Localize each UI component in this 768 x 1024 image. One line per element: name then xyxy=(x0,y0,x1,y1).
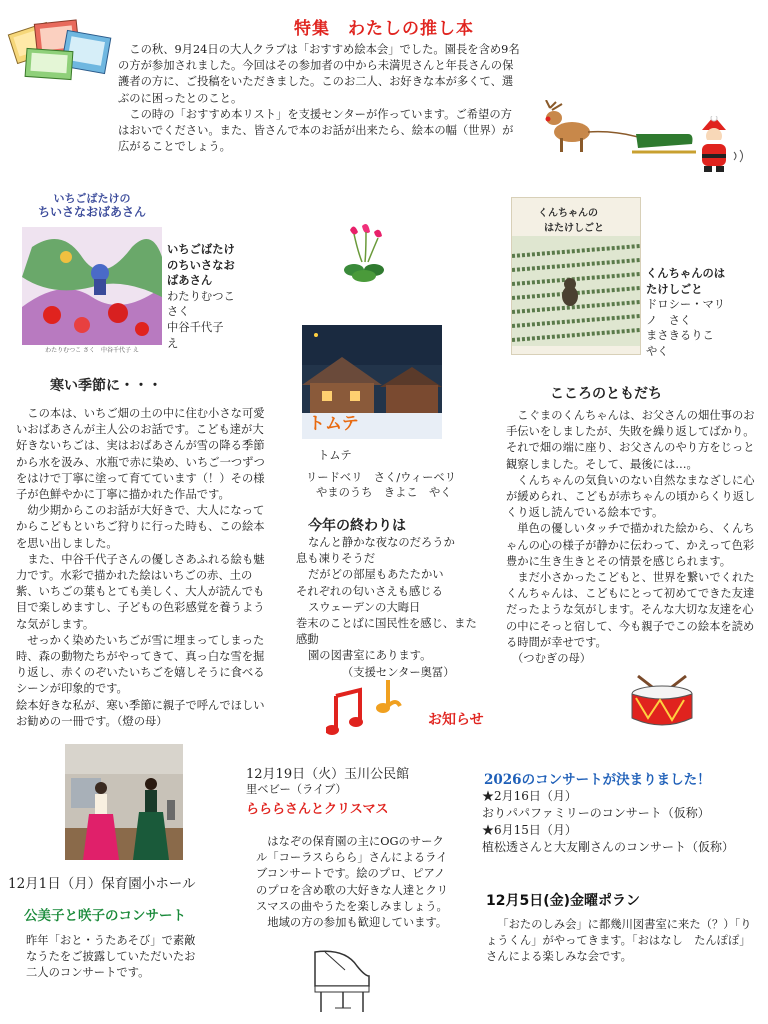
piano-icon xyxy=(305,946,375,1016)
book2-title: トムテ xyxy=(318,449,352,462)
concert2026-item-desc: おりパパファミリーのコンサート（仮称） xyxy=(482,806,710,820)
concert2-title: らららさんとクリスマス xyxy=(246,802,389,817)
poem-line: 息も凍りそうだ xyxy=(296,552,376,566)
book2-translator: やまのうち きよこ やく xyxy=(316,486,452,500)
book1-review-paragraph: また、中谷千代子さんの優しさあふれる絵も魅力です。水彩で描かれた絵はいちごの赤、土の紫、いちごの葉もとても美しく、大人が読んでも目で楽しめますし、子どもの色彩感覚を養うような気がします。 xyxy=(16,552,265,631)
concert1-title: 公美子と咲子のコンサート xyxy=(24,908,186,924)
concert2026-item-date: ★2月16日（月） xyxy=(482,789,577,803)
intro-text xyxy=(118,42,521,155)
concert2-body-paragraph: はなぞの保育園の主にOGのサークル「コーラスららら」さんによるライブコンサートです。絵のプロ、ピアノのプロを含め歌の大好きな人達とクリスマスの曲やうたを楽しみましょう。 xyxy=(256,835,449,913)
book1-author: わたりむつこ さく xyxy=(167,289,247,319)
book1-illustrator: 中谷千代子 え xyxy=(167,320,235,350)
book3-cover xyxy=(511,197,641,355)
poem-signature: （支援センター奥冨） xyxy=(342,665,455,679)
concert2026-item-desc: 植松透さんと大友剛さんのコンサート（仮称） xyxy=(482,840,735,854)
book2-cover-title: トムテ xyxy=(308,414,359,434)
book1-info xyxy=(167,242,245,351)
book3-review-paragraph: まだ小さかったこどもと、世界を繋いでくれたくんちゃんは、こどもにとって初めてできた友達だったような気がします。そんな大切な友達を心の中にそっと宿して、今も親子でこの絵本を読める時間が幸せです。 xyxy=(506,571,755,649)
concert2026-title: 2026のコンサートが決まりました！ xyxy=(484,772,711,788)
music-notes-icon xyxy=(326,676,404,742)
book2-info xyxy=(306,448,486,501)
notices-title: お知らせ xyxy=(428,712,484,728)
book2-author: リードベリ さく/ウィーベリ xyxy=(306,470,456,484)
book3-title: くんちゃんのはたけしごと xyxy=(646,267,726,296)
book3-translator: まさきるりこ やく xyxy=(646,329,726,358)
page-title: 特集 わたしの推し本 xyxy=(294,19,474,39)
book1-closing: 絵本好きな私が、寒い季節に親子で呼んでほしいお勧めの一冊です。（燈の母） xyxy=(16,698,265,728)
book2-cover xyxy=(302,325,442,439)
concert2-guest: 里ベビー（ライブ） xyxy=(246,783,347,796)
intro-paragraph: この時の「おすすめ本リスト」を支援センターが作っています。ご希望の方はおいでください。また、皆さんで本のお話が出来たら、絵本の幅（世界）が広がることでしょう。 xyxy=(118,107,514,154)
concert1-body: 昨年「おと・うたあそび」で素敵なうたをご披露していただいたお二人のコンサートです。 xyxy=(26,934,196,980)
book3-cover-title-line1: くんちゃんの xyxy=(538,208,598,219)
santa-icon xyxy=(684,116,746,176)
poem-line: 巻末のことばに国民性を感じ、また感動 xyxy=(296,617,477,647)
book3-review xyxy=(506,408,764,667)
book1-review xyxy=(16,406,274,730)
book3-cover-title-line2: はたけしごと xyxy=(544,223,604,234)
concert1-date-place: 12月1日（月）保育園小ホール xyxy=(8,876,196,892)
book1-title: いちごばたけのちいさなおばあさん xyxy=(167,243,235,288)
book1-cover-title-line1: いちごばたけの xyxy=(53,192,131,205)
book1-review-paragraph: この本は、いちご畑の土の中に住む小さな可愛いおばあさんが主人公のお話です。こども達が大好きないちごは、実はおばあさんが雪の降る季節から水を汲み、水瓶で赤に染め、いちご一つずつをはけで丁寧に塗って育てています（！）その様子が色鮮やかに丁寧に描かれた作品です。 xyxy=(16,407,265,502)
book2-poem xyxy=(296,535,482,681)
poem-line: 園の図書室にあります。 xyxy=(308,649,432,663)
book1-cover-credit: わたりむつこ さく 中谷千代子 え xyxy=(45,347,139,354)
poem-line: なんと静かな夜なのだろうか xyxy=(308,536,455,549)
book1-heading: 寒い季節に・・・ xyxy=(50,378,162,394)
intro-paragraph: この秋、9月24日の大人クラブは「おすすめ絵本会」でした。園長を含め9名の方が参加されました。今回はその参加者の中から未満児さんと年長さんの保護者の方に、ご投稿をいただきました。このお二人、お好きな本が多くて、選ぶのに困ったとのこと。 xyxy=(118,43,520,105)
concert2-body-paragraph: 地域の方の参加も歓迎しています。 xyxy=(267,916,448,930)
book3-review-paragraph: くんちゃんの気負いのない自然なまなざしに心が緩められ、こどもが赤ちゃんの頃からくり返しくり返し読んでいる絵本です。 xyxy=(506,473,756,520)
book3-info xyxy=(646,266,730,360)
poem-line: だがどの部屋もあたたかい xyxy=(308,568,444,582)
concert2-body xyxy=(256,834,454,931)
book3-review-paragraph: こぐまのくんちゃんは、お父さんの畑仕事のお手伝いをしましたが、失敗を繰り返してばかり。それで畑の端に座り、お父さんのやり方をじっと観察しました。そして、最後には…。 xyxy=(506,409,755,471)
concert-photo xyxy=(65,744,183,860)
concert2-date-place: 12月19日（火）玉川公民館 xyxy=(246,767,410,782)
book1-cover-title-line2: ちいさなおばあさん xyxy=(37,205,146,219)
book3-author: ドロシー・マリノ さく xyxy=(646,298,726,327)
concert2026-list xyxy=(482,788,760,856)
book3-review-paragraph: 単色の優しいタッチで描かれた絵から、くんちゃんの心の様子が静かに伝わって、かえって色彩豊かに生き生きとその情景を感じられます。 xyxy=(506,522,755,568)
book1-review-paragraph: 幼少期からこのお話が大好きで、大人になってからこどもといちご狩りに行った時も、この絵本を思い出しました。 xyxy=(16,504,265,550)
reindeer-sleigh-icon xyxy=(528,100,698,170)
drum-icon xyxy=(628,670,696,732)
book1-cover xyxy=(22,192,162,358)
concert2026-item-date: ★6月15日（月） xyxy=(482,823,577,837)
book1-review-paragraph: せっかく染めたいちごが雪に埋まってしまった時、森の動物たちがやってきて、真っ白な雪を掘り返し、赤くのぞいたいちごを嬉しそうに食べるシーンが印象的です。 xyxy=(16,633,265,696)
poem-line: スウェーデンの大晦日 xyxy=(308,600,421,614)
friday-title: 12月5日(金)金曜ポラン xyxy=(486,893,641,909)
friday-body: 「おたのしみ会」に都幾川図書室に来た（？）「りょうくん」がやってきます。「おはなし たんぽぽ」さんによる楽しみな会です。 xyxy=(486,918,752,964)
book2-heading: 今年の終わりは xyxy=(308,518,406,534)
poem-line: それぞれの匂いさえも感じる xyxy=(296,584,443,598)
book3-heading: こころのともだち xyxy=(550,386,662,402)
book3-signature: （つむぎの母） xyxy=(512,652,592,666)
cyclamen-icon xyxy=(340,222,390,288)
